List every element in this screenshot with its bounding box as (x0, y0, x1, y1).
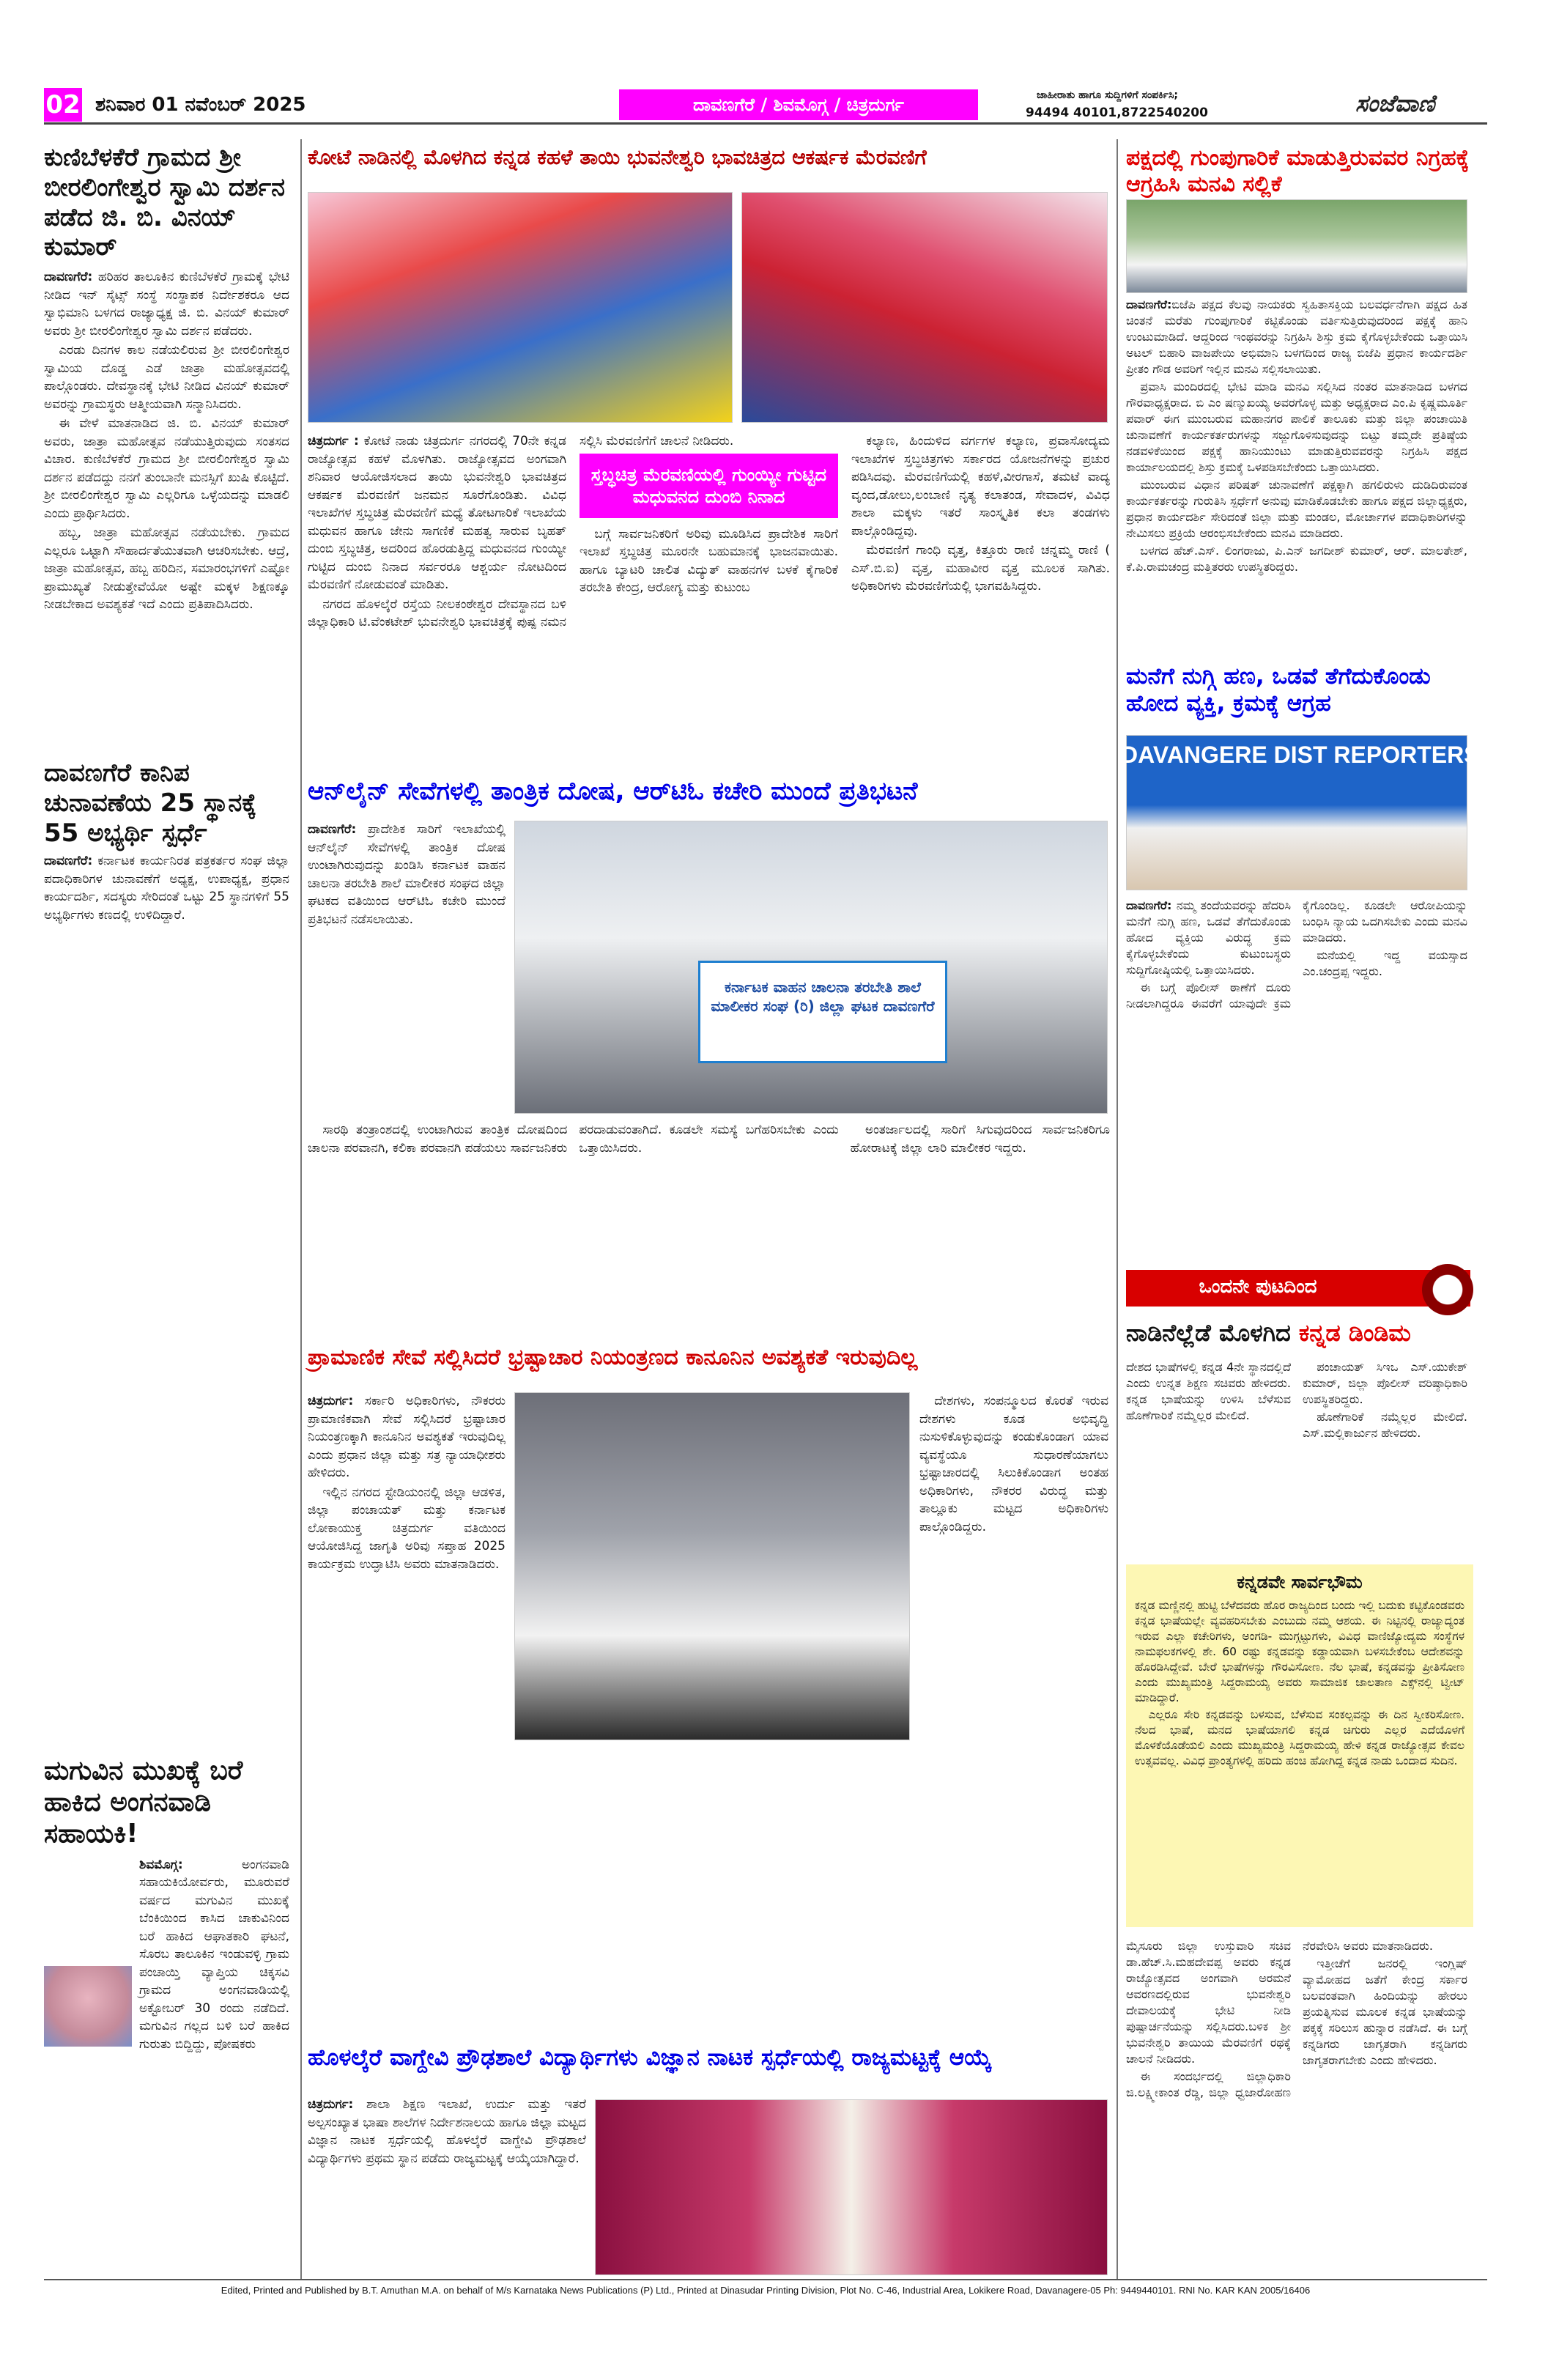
dateline: ಚಿತ್ರದುರ್ಗ: (308, 2097, 354, 2112)
footer-imprint: Edited, Printed and Published by B.T. Amuthan M.A. on behalf of M/s Karnataka News Publications (P) Ltd., Printed at Dinasudar Printing Division, Plot No. C-46, Industrial Area, Lokikere Road, Davanagere-05 Ph: 9449440101. RNI No. KAR KAN 2005/16406 (221, 2285, 1311, 2296)
banner-label: ಒಂದನೇ ಪುಟದಿಂದ (1199, 1276, 1317, 1298)
paragraph: ಅಂಗನವಾಡಿ ಸಹಾಯಕಿಯೋರ್ವರು, ಮೂರುವರೆ ವರ್ಷದ ಮಗುವಿನ ಮುಖಕ್ಕೆ ಬೆಂಕಿಯಿಂದ ಕಾಸಿದ ಚಾಕುವಿನಿಂದ ಬರೆ ಹಾಕಿದ ಆಘಾತಕಾರಿ ಘಟನೆ, ಸೊರಬ ತಾಲೂಕಿನ ಇಂಡುವಳ್ಳಿ ಗ್ರಾಮ ಪಂಚಾಯ್ತಿ ವ್ಯಾಪ್ತಿಯ ಚಿಕ್ಕಸವಿ ಗ್ರಾಮದ ಅಂಗನವಾಡಿಯಲ್ಲಿ ಅಕ್ಟೋಬರ್ 30 ರಂದು ನಡೆದಿದೆ. ಮಗುವಿನ ಗಲ್ಲದ ಬಳಿ ಬರೆ ಹಾಕಿದ ಗುರುತು ಬಿದ್ದಿದ್ದು, ಪೋಷಕರು (139, 1857, 289, 2052)
paragraph: ದೇಶದ ಭಾಷೆಗಳಲ್ಲಿ ಕನ್ನಡ 4ನೇ ಸ್ಥಾನದಲ್ಲಿದೆ ಎಂದು ಉನ್ನತ ಶಿಕ್ಷಣ ಸಚಿವರು ಹೇಳಿದರು. ಕನ್ನಡ ಭಾಷೆಯನ್ನು ಉಳಿಸಿ ಬೆಳೆಸುವ ಹೊಣೆಗಾರಿಕೆ ನಮ್ಮೆಲ್ಲರ ಮೇಲಿದೆ. (1126, 1360, 1291, 1422)
paragraph: ಮೈಸೂರು ಜಿಲ್ಲಾ ಉಸ್ತುವಾರಿ ಸಚಿವ ಡಾ.ಹೆಚ್.ಸಿ.ಮಹದೇವಪ್ಪ ಅವರು ಕನ್ನಡ ರಾಜ್ಯೋತ್ಸವದ ಅಂಗವಾಗಿ ಅರಮನೆ ಆವರಣದಲ್ಲಿರುವ ಭುವನೇಶ್ವರಿ ದೇವಾಲಯಕ್ಕೆ ಭೇಟಿ ನೀಡಿ ಪುಷ್ಪಾರ್ಚನೆಯನ್ನು ಸಲ್ಲಿಸಿದರು.ಬಳಿಕ ಶ್ರೀ ಭುವನೇಶ್ವರಿ ತಾಯಿಯ ಮೆರವಣಿಗೆ ರಥಕ್ಕೆ ಚಾಲನೆ ನೀಡಿದರು. (1126, 1939, 1291, 2066)
paragraph: ಶಾಲಾ ಶಿಕ್ಷಣ ಇಲಾಖೆ, ಉರ್ದು ಮತ್ತು ಇತರೆ ಅಲ್ಪಸಂಖ್ಯಾತ ಭಾಷಾ ಶಾಲೆಗಳ ನಿರ್ದೇಶನಾಲಯ ಹಾಗೂ ಜಿಲ್ಲಾ ಮಟ್ಟದ ವಿಜ್ಞಾನ ನಾಟಕ ಸ್ಪರ್ಧೆಯಲ್ಲಿ ಹೊಳಲ್ಕೆರೆ ವಾಗ್ದೇವಿ ಪ್ರೌಢಶಾಲೆ ವಿದ್ಯಾರ್ಥಿಗಳು ಪ್ರಥಮ ಸ್ಥಾನ ಪಡೆದು ರಾಜ್ಯಮಟ್ಟಕ್ಕೆ ಆಯ್ಕೆಯಾಗಿದ್ದಾರೆ. (308, 2097, 586, 2166)
column-divider (1117, 139, 1118, 2279)
paragraph: ಎರಡು ದಿನಗಳ ಕಾಲ ನಡೆಯಲಿರುವ ಶ್ರೀ ಬೀರಲಿಂಗೇಶ್ವರ ಸ್ವಾಮಿಯ ದೊಡ್ಡ ಎಡೆ ಜಾತ್ರಾ ಮಹೋತ್ಸವದಲ್ಲಿ ಪಾಲ್ಗೊಂಡರು. ದೇವಸ್ಥಾನಕ್ಕೆ ಭೇಟಿ ನೀಡಿದ ವಿನಯ್ ಕುಮಾರ್ ಅವರನ್ನು ಗ್ರಾಮಸ್ಥರು ಆತ್ಮೀಯವಾಗಿ ಸನ್ಮಾನಿಸಿದರು. (44, 343, 289, 412)
headline-house-theft: ಮನೆಗೆ ನುಗ್ಗಿ ಹಣ, ಒಡವೆ ತೆಗೆದುಕೊಂಡು ಹೋದ ವ್ಯಕ್ತಿ, ಕ್ರಮಕ್ಕೆ ಆಗ್ರಹ (1126, 663, 1431, 717)
protest-photo (514, 821, 1108, 1114)
continued-from-front-banner (1126, 1270, 1470, 1307)
article-body (44, 1856, 289, 2054)
paragraph: ಮನೆಯಲ್ಲಿ ಇದ್ದ ವಯಸ್ಸಾದ ಎಂ.ಚಂದ್ರಪ್ಪ ಇದ್ದರು. (1303, 948, 1467, 978)
kannadave-sarvabhouma-box (1126, 1564, 1473, 1927)
lamp-lighting-photo (514, 1392, 910, 1740)
contact-label: ಜಾಹೀರಾತು ಹಾಗೂ ಸುದ್ದಿಗಳಿಗೆ ಸಂಪರ್ಕಿಸಿ; (1037, 89, 1178, 101)
paragraph: ಅಂತರ್ಜಾಲದಲ್ಲಿ ಸಾರಿಗೆ ಸಿಗುವುದರಿಂದ ಸಾರ್ವಜನಿಕರಿಗೂ ಹೋರಾಟಕ್ಕೆ ಜಿಲ್ಲಾ ಲಾರಿ ಮಾಲೀಕರ ಇದ್ದರು. (850, 1123, 1110, 1156)
banner-text: ಕರ್ನಾಟಕ ವಾಹನ ಚಾಲನಾ ತರಬೇತಿ ಶಾಲೆ ಮಾಲೀಕರ ಸಂಘ (ರಿ) ಜಿಲ್ಲಾ ಘಟಕ ದಾವಣಗೆರೆ (711, 978, 935, 1015)
dateline: ದಾವಣಗೆರೆ: (308, 822, 357, 837)
dateline: ದಾವಣಗೆರೆ: (1126, 898, 1172, 912)
paragraph: ಕೋಟೆ ನಾಡು ಚಿತ್ರದುರ್ಗ ನಗರದಲ್ಲಿ 70ನೇ ಕನ್ನಡ ರಾಜ್ಯೋತ್ಸವ ಕಹಳೆ ಮೊಳಗಿತು. ರಾಜ್ಯೋತ್ಸವದ ಅಂಗವಾಗಿ ಶನಿವಾರ ಆಯೋಜಿಸಲಾದ ತಾಯಿ ಭುವನೇಶ್ವರಿ ಭಾವಚಿತ್ರದ ಆಕರ್ಷಕ ಮೆರವಣಿಗೆ ಜನಮನ ಸೂರೆಗೊಂಡಿತು. ವಿವಿಧ ಇಲಾಖೆಗಳ ಸ್ತಬ್ಧಚಿತ್ರ ಮೆರವಣಿಗೆ ಮಧ್ಯೆ ತೋಟಗಾರಿಕೆ ಇಲಾಖೆಯ ಮಧುವನ ಹಾಗೂ ಜೇನು ಸಾಗಣಿಕೆ ಮಹತ್ವ ಸಾರುವ ಬೃಹತ್ ದುಂಬಿ ಸ್ತಬ್ಧಚಿತ್ರ, ಅದರಿಂದ ಹೊರಡುತ್ತಿದ್ದ ಮಧುವನದ ಗುಂಯ್ಯೀ ಗುಟ್ಟಿದ ದುಂಬಿ ನಿನಾದ ಸರ್ವರರೂ ಆಶ್ಚರ್ಯ ನೋಟದಿಂದ ಮೆರವಣಿಗೆ ನೋಡುವಂತೆ ಮಾಡಿತು. (308, 434, 566, 592)
paragraph: ಸರ್ಕಾರಿ ಅಧಿಕಾರಿಗಳು, ನೌಕರರು ಪ್ರಾಮಾಣಿಕವಾಗಿ ಸೇವೆ ಸಲ್ಲಿಸಿದರೆ ಭ್ರಷ್ಟಾಚಾರ ನಿಯಂತ್ರಣಕ್ಕಾಗಿ ಕಾನೂನಿನ ಅವಶ್ಯಕತೆ ಇರುವುದಿಲ್ಲ ಎಂದು ಪ್ರಧಾನ ಜಿಲ್ಲಾ ಮತ್ತು ಸತ್ರ ನ್ಯಾಯಾಧೀಶರು ಹೇಳಿದರು. (308, 1394, 506, 1480)
paragraph: ಕಲ್ಯಾಣ, ಹಿಂದುಳಿದ ವರ್ಗಗಳ ಕಲ್ಯಾಣ, ಪ್ರವಾಸೋದ್ಯಮ ಇಲಾಖೆಗಳ ಸ್ತಬ್ಧಚಿತ್ರಗಳು ಸರ್ಕಾರದ ಯೋಜನೆಗಳನ್ನು ಪ್ರಚುರ ಪಡಿಸಿದವು. ಮೆರವಣಿಗೆಯಲ್ಲಿ ಕಹಳೆ,ವೀರಗಾಸೆ, ತಮಟೆ ವಾದ್ಯ ವೃಂದ,ಡೋಲು,ಲಂಬಾಣಿ ನೃತ್ಯ ಕಲಾತಂಡ, ಸೇವಾದಳ, ವಿವಿಧ ಶಾಲಾ ಮಕ್ಕಳು ಇತರೆ ಸಾಂಸ್ಕೃತಿಕ ಕಲಾ ತಂಡಗಳು ಪಾಲ್ಗೊಂಡಿದ್ದವು. (851, 434, 1110, 539)
paragraph: ಹರಿಹರ ತಾಲೂಕಿನ ಕುಣಿಬೆಳಕೆರೆ ಗ್ರಾಮಕ್ಕೆ ಭೇಟಿ ನೀಡಿದ ಇನ್ ಸೈಟ್ಸ್ ಸಂಸ್ಥೆ ಸಂಸ್ಥಾಪಕ ನಿರ್ದೇಶಕರೂ ಆದ ಸ್ವಾಭಿಮಾನಿ ಬಳಗದ ರಾಜ್ಯಾಧ್ಯಕ್ಷ ಜಿ. ಬಿ. ವಿನಯ್ ಕುಮಾರ್ ಅವರು ಶ್ರೀ ಬೀರಲಿಂಗೇಶ್ವರ ಸ್ವಾಮಿ ದರ್ಶನ ಪಡೆದರು. (44, 270, 290, 339)
paragraph: ಇಲ್ಲಿನ ನಗರದ ಸ್ಟೇಡಿಯಂನಲ್ಲಿ ಜಿಲ್ಲಾ ಆಡಳಿತ, ಜಿಲ್ಲಾ ಪಂಚಾಯತ್ ಮತ್ತು ಕರ್ನಾಟಕ ಲೋಕಾಯುಕ್ತ ಚಿತ್ರದುರ್ಗ ವತಿಯಿಂದ ಆಯೋಜಿಸಿದ್ದ ಜಾಗೃತಿ ಅರಿವು ಸಪ್ತಾಹ 2025 ಕಾರ್ಯಕ್ರಮ ಉದ್ಘಾಟಿಸಿ ಅವರು ಮಾತನಾಡಿದರು. (308, 1485, 506, 1572)
article-body (1126, 898, 1467, 1264)
article-kanipa-election (44, 758, 289, 925)
box-body (1135, 1598, 1464, 1769)
footer-rule (44, 2279, 1487, 2280)
paragraph: ನಗರದ ಹೊಳಲ್ಕೆರೆ ರಸ್ತೆಯ ನೀಲಕಂಠೇಶ್ವರ ದೇವಸ್ಥಾನದ ಬಳಿ ಜಿಲ್ಲಾಧಿಕಾರಿ ಟಿ.ವೆಂಕಟೇಶ್ ಭುವನೇಶ್ವರಿ ಭಾವಚಿತ್ರಕ್ಕೆ ಪುಷ್ಪ ನಮನ ಸಲ್ಲಿಸಿ ಮೆರವಣಿಗೆಗೆ ಚಾಲನೆ ನೀಡಿದರು. (308, 434, 734, 629)
headline-online-services: ಆನ್‌ಲೈನ್ ಸೇವೆಗಳಲ್ಲಿ ತಾಂತ್ರಿಕ ದೋಷ, ಆರ್‌ಟಿಓ ಕಚೇರಿ ಮುಂದೆ ಪ್ರತಿಭಟನೆ (308, 777, 918, 806)
paragraph: ಕನ್ನಡ ಮಣ್ಣಿನಲ್ಲಿ ಹುಟ್ಟಿ ಬೆಳೆದವರು ಹೊರ ರಾಜ್ಯದಿಂದ ಬಂದು ಇಲ್ಲಿ ಬದುಕು ಕಟ್ಟಿಕೊಂಡವರು ಕನ್ನಡ ಭಾಷೆಯಲ್ಲೇ ವ್ಯವಹರಿಸಬೇಕು ಎಂಬುದು ನಮ್ಮ ಆಶಯ. ಈ ನಿಟ್ಟಿನಲ್ಲಿ ರಾಜ್ಯಾದ್ಯಂತ ಇರುವ ಎಲ್ಲಾ ಕಚೇರಿಗಳು, ಅಂಗಡಿ- ಮುಗ್ಗಟ್ಟುಗಳು, ವಿವಿಧ ವಾಣಿಜ್ಯೋದ್ಯಮ ಸಂಸ್ಥೆಗಳ ನಾಮಫಲಕಗಳಲ್ಲಿ ಶೇ. 60 ರಷ್ಟು ಕನ್ನಡವನ್ನು ಕಡ್ಡಾಯವಾಗಿ ಬಳಸಬೇಕೆಂಬ ಆದೇಶವನ್ನು ಹೊರಡಿಸಿದ್ದೇವೆ. ಬೇರೆ ಭಾಷೆಗಳನ್ನು ಗೌರವಿಸೋಣ. ನೆಲ ಭಾಷೆ, ಕನ್ನಡವನ್ನು ಪ್ರೀತಿಸೋಣ ಎಂದು ಮುಖ್ಯಮಂತ್ರಿ ಸಿದ್ದರಾಮಯ್ಯ ಅವರು ಸಾಮಾಜಿಕ ಜಾಲತಾಣ ಎಕ್ಸ್‌ನಲ್ಲಿ ಟ್ವೀಟ್ ಮಾಡಿದ್ದಾರೆ. (1135, 1599, 1464, 1704)
headline: ಮಗುವಿನ ಮುಖಕ್ಕೆ ಬರೆ ಹಾಕಿದ ಅಂಗನವಾಡಿ ಸಹಾಯಕಿ! (44, 1756, 243, 1849)
pullquote-text: ಸ್ತಬ್ಧಚಿತ್ರ ಮೆರವಣಿಯಲ್ಲಿ ಗುಂಯ್ಯೀ ಗುಟ್ಟಿದ ಮಧುವನದ ದುಂಬಿ ನಿನಾದ (590, 464, 827, 507)
paragraph: ಸಾರಥಿ ತಂತ್ರಾಂಶದಲ್ಲಿ ಉಂಟಾಗಿರುವ ತಾಂತ್ರಿಕ ದೋಷದಿಂದ ಚಾಲನಾ ಪರವಾನಗಿ, ಕಲಿಕಾ ಪರವಾನಗಿ ಪಡೆಯಲು ಸಾರ್ವಜನಿಕರು ಪರದಾಡುವಂತಾಗಿದೆ. ಕೂಡಲೇ ಸಮಸ್ಯೆ ಬಗೆಹರಿಸಬೇಕು ಎಂದು ಒತ್ತಾಯಿಸಿದರು. (308, 1123, 839, 1156)
headline-kote-nadu: ಕೋಟೆ ನಾಡಿನಲ್ಲಿ ಮೊಳಗಿದ ಕನ್ನಡ ಕಹಳೆ ತಾಯಿ ಭುವನೇಶ್ವರಿ ಭಾವಚಿತ್ರದ ಆಕರ್ಷಕ ಮೆರವಣಿಗೆ (308, 145, 927, 169)
article-body (1126, 1938, 1467, 2275)
article-body (308, 1392, 506, 1744)
headline-part-highlight: ಕನ್ನಡ ಡಿಂಡಿಮ (1298, 1319, 1411, 1347)
press-meet-photo (1121, 735, 1559, 890)
paragraph: ದೇಶಗಳು, ಸಂಪನ್ಮೂಲದ ಕೊರತೆ ಇರುವ ದೇಶಗಳು ಕೂಡ ಅಭಿವೃದ್ಧಿ ನುಸುಳಿಕೊಳ್ಳುವುದನ್ನು ಕಂಡುಕೊಂಡಾಗ ಯಾವ ವ್ಯವಸ್ಥೆಯೂ ಸುಧಾರಣೆಯಾಗಲು ಭ್ರಷ್ಟಾಚಾರದಲ್ಲಿ ಸಿಲುಕಿಕೊಂಡಾಗ ಅಂತಹ ಅಧಿಕಾರಿಗಳು, ನೌಕರರ ವಿರುದ್ಧ ಮತ್ತು ತಾಲ್ಲೂಕು ಮಟ್ಟದ ಅಧಿಕಾರಿಗಳು ಪಾಲ್ಗೊಂಡಿದ್ದರು. (919, 1394, 1108, 1534)
masthead (44, 88, 1487, 125)
paragraph: ಈ ಬಗ್ಗೆ ಪೊಲೀಸ್ ಠಾಣೆಗೆ ದೂರು ನೀಡಲಾಗಿದ್ದರೂ ಈವರೆಗೆ ಯಾವುದೇ ಕ್ರಮ ಕೈಗೊಂಡಿಲ್ಲ. ಕೂಡಲೇ ಆರೋಪಿಯನ್ನು ಬಂಧಿಸಿ ನ್ಯಾಯ ಒದಗಿಸಬೇಕು ಎಂದು ಮನವಿ ಮಾಡಿದರು. (1126, 898, 1468, 1010)
section-label: ದಾವಣಗೆರೆ / ಶಿವಮೊಗ್ಗ / ಚಿತ್ರದುರ್ಗ (619, 89, 978, 120)
pullquote-box (579, 454, 838, 518)
article-body (308, 2096, 586, 2272)
guild-banner-text: DAVANGERE DIST REPORTERS GUILD (1121, 742, 1559, 768)
paragraph: ಕರ್ನಾಟಕ ಕಾರ್ಯನಿರತ ಪತ್ರಕರ್ತರ ಸಂಘ ಜಿಲ್ಲಾ ಪದಾಧಿಕಾರಿಗಳ ಚುನಾವಣೆಗೆ ಅಧ್ಯಕ್ಷ, ಉಪಾಧ್ಯಕ್ಷ, ಪ್ರಧಾನ ಕಾರ್ಯದರ್ಶಿ, ಸದಸ್ಯರು ಸೇರಿದಂತೆ ಒಟ್ಟು 25 ಸ್ಥಾನಗಳಿಗೆ 55 ಅಭ್ಯರ್ಥಿಗಳು ಕಣದಲ್ಲಿ ಉಳಿದಿದ್ದಾರೆ. (44, 854, 290, 923)
procession-photo-2 (741, 192, 1108, 423)
child-photo (44, 1966, 132, 2047)
newspaper-logo: ಸಂಜೆವಾಣಿ (1355, 89, 1435, 117)
paragraph: ನಮ್ಮ ತಂದೆಯವರನ್ನು ಹೆದರಿಸಿ ಮನೆಗೆ ನುಗ್ಗಿ ಹಣ, ಒಡವೆ ತೆಗೆದುಕೊಂಡು ಹೋದ ವ್ಯಕ್ತಿಯ ವಿರುದ್ಧ ಕ್ರಮ ಕೈಗೊಳ್ಳಬೇಕೆಂದು ಕುಟುಂಬಸ್ಥರು ಸುದ್ದಿಗೋಷ್ಠಿಯಲ್ಲಿ ಒತ್ತಾಯಿಸಿದರು. (1126, 898, 1291, 977)
paragraph: ಬಗ್ಗೆ ಸಾರ್ವಜನಿಕರಿಗೆ ಅರಿವು ಮೂಡಿಸಿದ ಪ್ರಾದೇಶಿಕ ಸಾರಿಗೆ ಇಲಾಖೆ ಸ್ತಬ್ಧಚಿತ್ರ ಮೂರನೇ ಬಹುಮಾನಕ್ಕೆ ಭಾಜನವಾಯಿತು. ಹಾಗೂ ಬ್ಯಾಟರಿ ಚಾಲಿತ ವಿದ್ಯುತ್ ವಾಹನಗಳ ಬಳಕೆ ಕೈಗಾರಿಕೆ ತರಬೇತಿ ಕೇಂದ್ರ, ಆರೋಗ್ಯ ಮತ್ತು ಕುಟುಂಬ (579, 526, 838, 595)
paragraph: ಎಲ್ಲರೂ ಸೇರಿ ಕನ್ನಡವನ್ನು ಬಳಸುವ, ಬೆಳೆಸುವ ಸಂಕಲ್ಪವನ್ನು ಈ ದಿನ ಸ್ವೀಕರಿಸೋಣ. ನೆಲದ ಭಾಷೆ, ಮನದ ಭಾಷೆಯಾಗಲಿ ಕನ್ನಡ ಚಿಗುರು ಎಲ್ಲರ ಎದೆಯೊಳಗೆ ಮೊಳಕೆಯೊಡೆಯಲಿ ಎಂದು ಮುಖ್ಯಮಂತ್ರಿ ಸಿದ್ದರಾಮಯ್ಯ ಹೇಳಿ ಕನ್ನಡ ರಾಜ್ಯೋತ್ಸವ ಕೇವಲ ಉತ್ಸವವಲ್ಲ. ವಿವಿಧ ಪ್ರಾಂತ್ಯಗಳಲ್ಲಿ ಹರಿದು ಹಂಚಿ ಹೋಗಿದ್ದ ಕನ್ನಡ ನಾಡು ಒಂದಾದ ಸುದಿನ. (1135, 1708, 1464, 1767)
protest-banner (698, 961, 947, 1063)
paragraph: ಹಬ್ಬ, ಜಾತ್ರಾ ಮಹೋತ್ಸವ ನಡೆಯಬೇಕು. ಗ್ರಾಮದ ಎಲ್ಲರೂ ಒಟ್ಟಾಗಿ ಸೌಹಾರ್ದತೆಯುತವಾಗಿ ಆಚರಿಸಬೇಕು. ಆದ್ರೆ, ಜಾತ್ರಾ ಮಹೋತ್ಸವ, ಹಬ್ಬ ಹರಿದಿನ, ಸಮಾರಂಭಗಳಿಗೆ ಎಷ್ಟೋ ಪ್ರಾಮುಖ್ಯತೆ ನೀಡುತ್ತೇವೆಯೋ ಅಷ್ಟೇ ಮಕ್ಕಳ ಶಿಕ್ಷಣಕ್ಕೂ ನೀಡಬೇಕಾದ ಅವಶ್ಯಕತೆ ಇದೆ ಎಂದು ಪ್ರತಿಪಾದಿಸಿದರು. (44, 525, 289, 613)
article-body (308, 821, 506, 1114)
party-members-photo (1126, 199, 1467, 293)
dateline: ಚಿತ್ರದುರ್ಗ : (308, 434, 359, 448)
newspaper-thumbnail-icon (1422, 1264, 1473, 1315)
paragraph: ಪ್ರಾದೇಶಿಕ ಸಾರಿಗೆ ಇಲಾಖೆಯಲ್ಲಿ ಆನ್‌ಲೈನ್ ಸೇವೆಗಳಲ್ಲಿ ತಾಂತ್ರಿಕ ದೋಷ ಉಂಟಾಗಿರುವುದನ್ನು ಖಂಡಿಸಿ ಕರ್ನಾಟಕ ವಾಹನ ಚಾಲನಾ ತರಬೇತಿ ಶಾಲೆ ಮಾಲೀಕರ ಸಂಘದ ಜಿಲ್ಲಾ ಘಟಕದ ವತಿಯಿಂದ ಆರ್‌ಟಿಓ ಕಚೇರಿ ಮುಂದೆ ಪ್ರತಿಭಟನೆ ನಡೆಸಲಾಯಿತು. (308, 822, 506, 927)
article-body (1126, 297, 1467, 656)
article-body (308, 1121, 1110, 1334)
headline-party-factionalism: ಪಕ್ಷದಲ್ಲಿ ಗುಂಪುಗಾರಿಕೆ ಮಾಡುತ್ತಿರುವವರ ನಿಗ್ರಹಕ್ಕೆ ಆಗ್ರಹಿಸಿ ಮನವಿ ಸಲ್ಲಿಕೆ (1126, 145, 1470, 197)
students-photo (595, 2099, 1108, 2275)
headline-holalkere-school: ಹೊಳಲ್ಕೆರೆ ವಾಗ್ದೇವಿ ಪ್ರೌಢಶಾಲೆ ವಿದ್ಯಾರ್ಥಿಗಳು ವಿಜ್ಞಾನ ನಾಟಕ ಸ್ಪರ್ಧೆಯಲ್ಲಿ ರಾಜ್ಯಮಟ್ಟಕ್ಕೆ ಆಯ್ಕೆ (308, 2044, 992, 2071)
column-divider (300, 139, 302, 2279)
paragraph: ಪ್ರವಾಸಿ ಮಂದಿರದಲ್ಲಿ ಭೇಟಿ ಮಾಡಿ ಮನವಿ ಸಲ್ಲಿಸಿದ ನಂತರ ಮಾತನಾಡಿದ ಬಳಗದ ಗೌರವಾಧ್ಯಕ್ಷರಾದ. ಬಿ ಎಂ ಷಣ್ಮುಖಯ್ಯ ಅವರಗೊಳ್ಳ ಮತ್ತು ಅಧ್ಯಕ್ಷರಾದ ಎಂ.ಪಿ ಕೃಷ್ಣಮೂರ್ತಿ ಪವಾರ್ ಈಗ ಮುಂಬರುವ ಮಹಾನಗರ ಪಾಲಿಕೆ ತಾಲೂಕು ಮತ್ತು ಜಿಲ್ಲಾ ಪಂಚಾಯಿತಿ ಚುನಾವಣೆಗೆ ಕಾರ್ಯಕರ್ತರುಗಳನ್ನು ಸಜ್ಜುಗೊಳಿಸುವುದನ್ನು ಬಿಟ್ಟು ತಮ್ಮದೇ ಪ್ರತಿಷ್ಠೆಯ ನಡವಳಿಕೆಯಿಂದ ಪಕ್ಷಕ್ಕೆ ಹಾನಿಯುಂಟು ಮಾಡುತ್ತಿರುವವರನ್ನು ನಿಗ್ರಹಿಸಿ ಪಕ್ಷದ ಕಾರ್ಯಾಲಯದಲ್ಲಿ ಶಿಸ್ತು ಕ್ರಮಕ್ಕೆ ಒಳಪಡಿಸಬೇಕೆಂದು ಒತ್ತಾಯಿಸಿದರು. (1126, 380, 1467, 474)
paragraph: ಇತ್ತೀಚೆಗೆ ಜನರಲ್ಲಿ ಇಂಗ್ಲಿಷ್ ವ್ಯಾಮೋಹದ ಜತೆಗೆ ಕೇಂದ್ರ ಸರ್ಕಾರ ಬಲವಂತವಾಗಿ ಹಿಂದಿಯನ್ನು ಹೇರಲು ಪ್ರಯತ್ನಿಸುವ ಮೂಲಕ ಕನ್ನಡ ಭಾಷೆಯನ್ನು ಪಕ್ಕಕ್ಕೆ ಸರಿಲುಸ ಹುನ್ನಾರ ನಡೆಸಿದೆ. ಈ ಬಗ್ಗೆ ಕನ್ನಡಿಗರು ಜಾಗೃತರಾಗಿ ಕನ್ನಡಿಗರು ಜಾಗೃತರಾಗಬೇಕು ಎಂದು ಹೇಳಿದರು. (1303, 1956, 1467, 2067)
paragraph: ಈ ವೇಳೆ ಮಾತನಾಡಿದ ಜಿ. ಬಿ. ವಿನಯ್ ಕುಮಾರ್ ಅವರು, ಜಾತ್ರಾ ಮಹೋತ್ಸವ ನಡೆಯುತ್ತಿರುವುದು ಸಂತಸದ ವಿಚಾರ. ಕುಣಿಬೆಳಕೆರೆ ಗ್ರಾಮದ ಶ್ರೀ ಬೀರಲಿಂಗೇಶ್ವರ ಸ್ವಾಮಿ ದರ್ಶನ ಪಡೆದದ್ದು ನನಗೆ ತುಂಬಾನೇ ಮನಸ್ಸಿಗೆ ಖುಷಿ ಕೊಟ್ಟಿದೆ. ಶ್ರೀ ಬೀರಲಿಂಗೇಶ್ವರ ಸ್ವಾಮಿ ಎಲ್ಲರಿಗೂ ಒಳ್ಳೆಯದನ್ನು ಮಾಡಲಿ ಎಂದು ಪ್ರಾರ್ಥಿಸಿದರು. (44, 416, 289, 521)
paragraph: ಬಳಗದ ಹೆಚ್.ಎಸ್. ಲಿಂಗರಾಜು, ಪಿ.ಎನ್ ಜಗದೀಶ್ ಕುಮಾರ್, ಆರ್. ಮಾಲತೇಶ್, ಕೆ.ಪಿ.ರಾಮಚಂದ್ರ ಮತ್ತಿತರರು ಉಪಸ್ಥಿತರಿದ್ದರು. (1126, 544, 1467, 574)
procession-photo-1 (308, 192, 733, 423)
headline-kannada-dindima (1126, 1319, 1478, 1347)
article-body (1126, 1359, 1467, 1557)
article-body (308, 432, 1110, 755)
box-title: ಕನ್ನಡವೇ ಸಾರ್ವಭೌಮ (1237, 1572, 1363, 1592)
article-body (919, 1392, 1108, 1744)
dateline: ಚಿತ್ರದುರ್ಗ: (308, 1394, 354, 1408)
paragraph: ಬಿಜೆಪಿ ಪಕ್ಷದ ಕೆಲವು ನಾಯಕರು ಸ್ವಹಿತಾಸಕ್ತಿಯ ಬಲವರ್ಧನೆಗಾಗಿ ಪಕ್ಷದ ಹಿತ ಚಿಂತನೆ ಮರೆತು ಗುಂಪುಗಾರಿಕೆ ಕಟ್ಟಿಕೊಂಡು ವರ್ತಿಸುತ್ತಿರುವುದರಿಂದ ಪಕ್ಷಕ್ಕೆ ಹಾನಿ ಉಂಟುಮಾಡಿದೆ. ಆದ್ದರಿಂದ ಇಂಥವರನ್ನು ನಿಗ್ರಹಿಸಿ ಶಿಸ್ತು ಕ್ರಮ ಕೈಗೊಳ್ಳಬೇಕೆಂದು ಒತ್ತಾಯಿಸಿ ಅಟಲ್ ಬಿಹಾರಿ ವಾಜಪೇಯಿ ಅಭಿಮಾನಿ ಬಳಗದಿಂದ ರಾಜ್ಯ ಬಿಜೆಪಿ ಪ್ರಧಾನ ಕಾರ್ಯದರ್ಶಿ ಪ್ರೀತಂ ಗೌಡ ಅವರಿಗೆ ಇಲ್ಲಿನ ಮನವಿ ಸಲ್ಲಿಸಲಾಯಿತು. (1126, 298, 1467, 376)
article-body (44, 852, 289, 924)
paragraph: ಹೊಣೆಗಾರಿಕೆ ನಮ್ಮೆಲ್ಲರ ಮೇಲಿದೆ. ಎಸ್.ಮಲ್ಲಿಕಾರ್ಜುನ ಹೇಳಿದರು. (1303, 1410, 1467, 1440)
dateline: ಶಿವಮೊಗ್ಗ: (139, 1857, 183, 1872)
dateline: ದಾವಣಗೆರೆ: (44, 270, 93, 285)
headline-part: ನಾಡಿನೆಲ್ಲೆಡೆ ಮೊಳಗಿದ (1126, 1319, 1291, 1347)
dateline: ದಾವಣಗೆರೆ: (1126, 298, 1172, 311)
issue-date: ಶನಿವಾರ 01 ನವೆಂಬರ್ 2025 (95, 94, 306, 116)
paragraph: ಮುಂಬರುವ ವಿಧಾನ ಪರಿಷತ್ ಚುನಾವಣೆಗೆ ಪಕ್ಷಕ್ಕಾಗಿ ಹಗಲಿರುಳು ದುಡಿದಿರುವಂತ ಕಾರ್ಯಕರ್ತರನ್ನು ಗುರುತಿಸಿ ಸ್ಪರ್ಧೆಗೆ ಅನುವು ಮಾಡಿಕೊಡಬೇಕು ಹಾಗೂ ಪಕ್ಷದ ಜಿಲ್ಲಾಧ್ಯಕ್ಷರು, ಪ್ರಧಾನ ಕಾರ್ಯದರ್ಶಿ ಸೇರಿದಂತೆ ಜಿಲ್ಲಾ ಮತ್ತು ಮಂಡಲ, ಮೋರ್ಚಾಗಳ ಪದಾಧಿಕಾರಿಗಳನ್ನು ನೇಮಿಸಲು ಪ್ರಕ್ರಿಯೆ ಆರಂಭಿಸಬೇಕೆಂದು ಮನವಿ ಮಾಡಿದರು. (1126, 478, 1467, 540)
article-body (44, 268, 289, 679)
article-kunibelakere (44, 143, 289, 679)
headline-honest-service: ಪ್ರಾಮಾಣಿಕ ಸೇವೆ ಸಲ್ಲಿಸಿದರೆ ಭ್ರಷ್ಟಾಚಾರ ನಿಯಂತ್ರಣದ ಕಾನೂನಿನ ಅವಶ್ಯಕತೆ ಇರುವುದಿಲ್ಲ (308, 1345, 918, 1370)
paragraph: ಪಂಚಾಯತ್ ಸಿಇಒ ಎಸ್.ಯುಕೇಶ್ ಕುಮಾರ್, ಜಿಲ್ಲಾ ಪೊಲೀಸ್ ವರಿಷ್ಠಾಧಿಕಾರಿ ಉಪಸ್ಥಿತರಿದ್ದರು. (1303, 1360, 1467, 1406)
page-number: 02 (44, 88, 82, 122)
headline: ದಾವಣಗೆರೆ ಕಾನಿಪ ಚುನಾವಣೆಯ 25 ಸ್ಥಾನಕ್ಕೆ 55 ಅಭ್ಯರ್ಥಿ ಸ್ಪರ್ಧೆ (44, 758, 257, 848)
paragraph: ಮೆರವಣಿಗೆ ಗಾಂಧಿ ವೃತ್ತ, ಕಿತ್ತೂರು ರಾಣಿ ಚನ್ನಮ್ಮ ರಾಣಿ ( ಎಸ್.ಬಿ.ಐ) ವೃತ್ತ, ಮಹಾವೀರ ವೃತ್ತ ಮೂಲಕ ಸಾಗಿತು. ಅಧಿಕಾರಿಗಳು ಮೆರವಣಿಗೆಯಲ್ಲಿ ಭಾಗವಹಿಸಿದ್ದರು. (851, 543, 1110, 594)
contact-phone: 94494 40101,8722540200 (1026, 106, 1208, 120)
dateline: ದಾವಣಗೆರೆ: (44, 854, 93, 869)
article-anganwadi (44, 1755, 289, 2055)
headline: ಕುಣಿಬೆಳಕೆರೆ ಗ್ರಾಮದ ಶ್ರೀ ಬೀರಲಿಂಗೇಶ್ವರ ಸ್ವಾಮಿ ದರ್ಶನ ಪಡೆದ ಜಿ. ಬಿ. ವಿನಯ್ ಕುಮಾರ್ (44, 143, 286, 262)
paragraph: ಈ ಸಂದರ್ಭದಲ್ಲಿ ಜಿಲ್ಲಾಧಿಕಾರಿ ಜಿ.ಲಕ್ಷ್ಮೀಕಾಂತ ರೆಡ್ಡಿ, ಜಿಲ್ಲಾ ಧ್ವಜಾರೋಹಣ ನೆರವೇರಿಸಿ ಅವರು ಮಾತನಾಡಿದರು. (1126, 1939, 1433, 2099)
